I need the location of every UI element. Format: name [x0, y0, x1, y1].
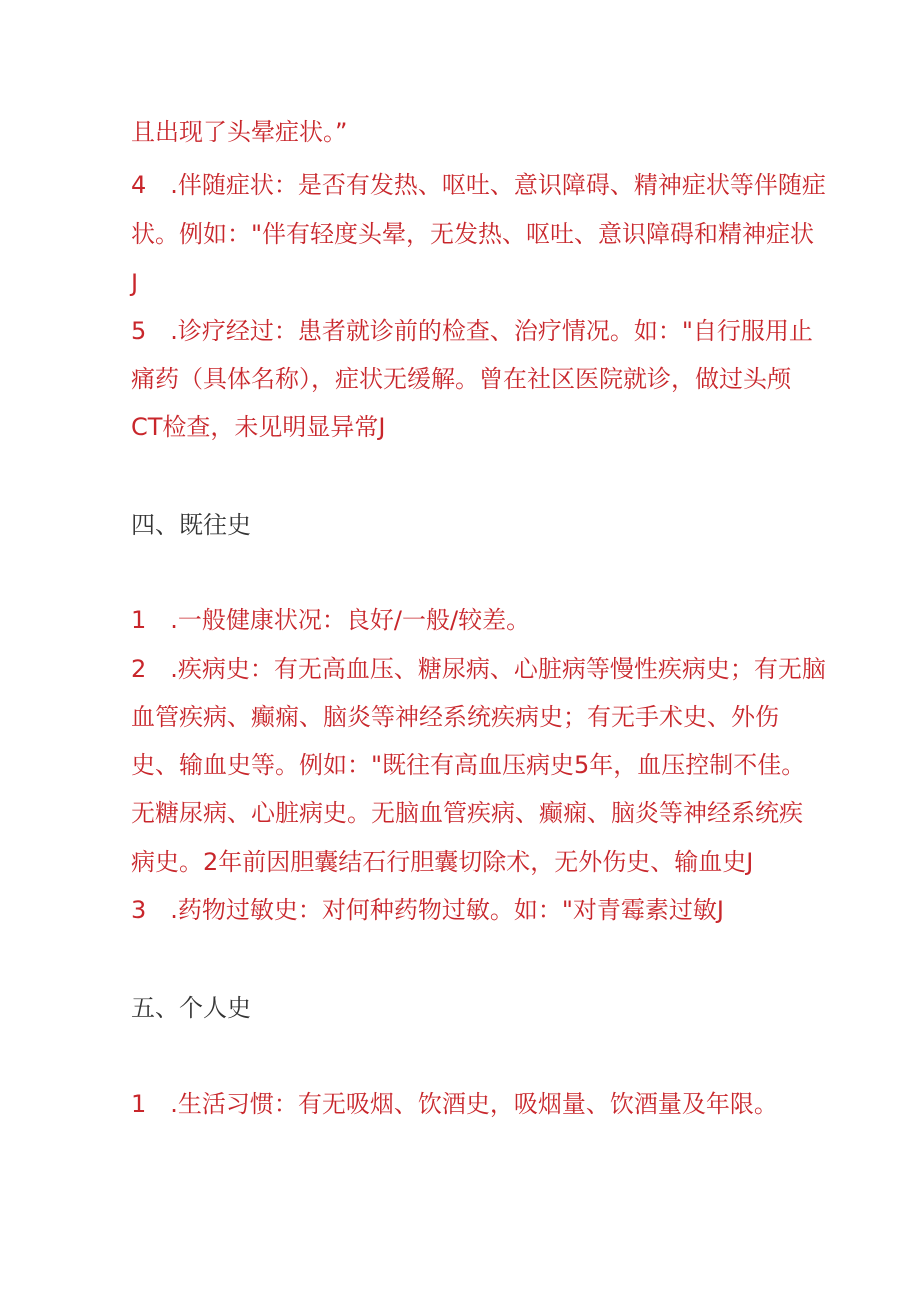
text-line: 4 .伴随症状：是否有发热、呕吐、意识障碍、精神症状等伴随症: [131, 171, 826, 199]
text-line: 且出现了头晕症状。”: [131, 118, 348, 146]
section-heading-personal-history: 五、个人史: [131, 994, 251, 1022]
text-line: 痛药（具体名称），症状无缓解。曾在社区医院就诊，做过头颅: [131, 365, 791, 393]
text-line: 血管疾病、癫痫、脑炎等神经系统疾病史；有无手术史、外伤: [131, 703, 779, 731]
text-line: 病史。2年前因胆囊结石行胆囊切除术，无外伤史、输血史J: [131, 848, 754, 876]
text-line: 2 .疾病史：有无高血压、糖尿病、心脏病等慢性疾病史；有无脑: [131, 655, 826, 683]
text-line: 1 .生活习惯：有无吸烟、饮酒史，吸烟量、饮酒量及年限。: [131, 1090, 778, 1118]
text-line: CT检查，未见明显异常J: [131, 413, 386, 441]
text-line: 状。例如："伴有轻度头晕，无发热、呕吐、意识障碍和精神症状: [131, 220, 815, 248]
section-heading-past-history: 四、既往史: [131, 511, 251, 539]
text-line: 无糖尿病、心脏病史。无脑血管疾病、癫痫、脑炎等神经系统疾: [131, 799, 803, 827]
text-line: 1 .一般健康状况：良好/一般/较差。: [131, 606, 531, 634]
text-line: 3 .药物过敏史：对何种药物过敏。如："对青霉素过敏J: [131, 896, 725, 924]
text-line: 史、输血史等。例如："既往有高血压病史5年，血压控制不佳。: [131, 751, 806, 779]
text-line: 5 .诊疗经过：患者就诊前的检查、治疗情况。如："自行服用止: [131, 317, 813, 345]
text-line: J: [131, 269, 139, 297]
